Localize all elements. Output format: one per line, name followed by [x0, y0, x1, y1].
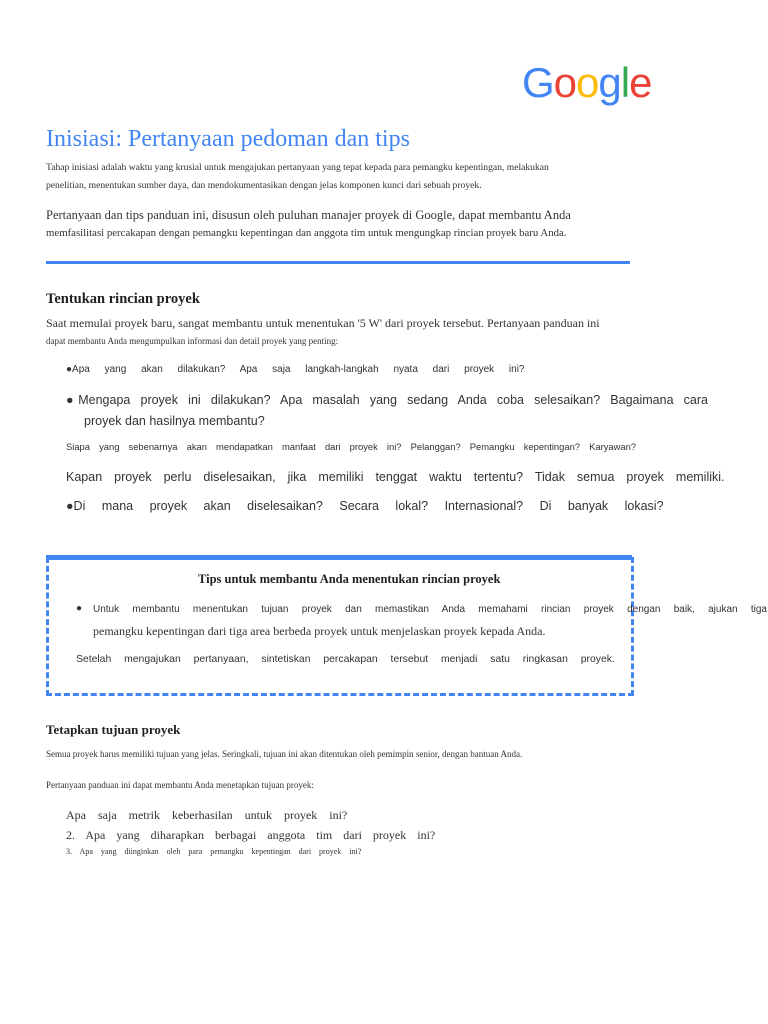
- question-where: ●Di mana proyek akan diselesaikan? Secara lokal? Internasional? Di banyak lokasi?: [66, 499, 664, 513]
- question-why-line-1: ●Mengapa proyek ini dilakukan? Apa masalah yang sedang Anda coba selesaikan? Bagaimana cara: [66, 393, 708, 407]
- intro-line-2: penelitian, menentukan sumber daya, dan mendokumentasikan dengan jelas komponen kunci dari sebuah proyek.: [46, 180, 482, 191]
- logo-letter: G: [522, 59, 554, 106]
- section-heading-details: Tentukan rincian proyek: [46, 291, 200, 307]
- page-title: Inisiasi: Pertanyaan pedoman dan tips: [46, 126, 410, 152]
- logo-letter: e: [629, 59, 652, 106]
- intro-line-3: Pertanyaan dan tips panduan ini, disusun oleh puluhan manajer proyek di Google, dapat membantu Anda: [46, 208, 571, 222]
- question-when: Kapan proyek perlu diselesaikan, jika memiliki tenggat waktu tertentu? Tidak semua proyek memiliki.: [66, 470, 725, 484]
- question-who: Siapa yang sebenarnya akan mendapatkan manfaat dari proyek ini? Pelanggan? Pemangku kepentingan? Karyawan?: [66, 441, 637, 452]
- section1-paragraph-1: Saat memulai proyek baru, sangat membantu untuk menentukan '5 W' dari proyek tersebut. Pertanyaan panduan ini: [46, 316, 600, 330]
- intro-line-1: Tahap inisiasi adalah waktu yang krusial untuk mengajukan pertanyaan yang tepat kepada para pemangku kepentingan, melakukan: [46, 162, 549, 173]
- goal-question-1: Apa saja metrik keberhasilan untuk proyek ini?: [66, 808, 348, 822]
- section1-paragraph-2: dapat membantu Anda mengumpulkan informasi dan detail proyek yang penting:: [46, 336, 339, 346]
- google-logo: [522, 59, 652, 106]
- section-divider: [46, 261, 630, 264]
- question-what-text: ●Apa yang akan dilakukan? Apa saja langkah-langkah nyata dari proyek ini?: [66, 364, 525, 375]
- tips-bullet: ●: [76, 603, 83, 614]
- section2-paragraph-1: Semua proyek harus memiliki tujuan yang jelas. Seringkali, tujuan ini akan ditentukan oleh pemimpin senior, dengan bantuan Anda.: [46, 749, 523, 759]
- goal-question-2: 2. Apa yang diharapkan berbagai anggota tim dari proyek ini?: [66, 828, 436, 842]
- question-why-line-2: proyek dan hasilnya membantu?: [84, 414, 265, 428]
- logo-letter: o: [576, 59, 599, 106]
- logo-letter: o: [553, 59, 577, 106]
- goal-question-3: 3. Apa yang diinginkan oleh para pemangku kepentingan dari proyek ini?: [66, 847, 362, 856]
- section2-paragraph-2: Pertanyaan panduan ini dapat membantu Anda menetapkan tujuan proyek:: [46, 780, 314, 790]
- logo-letter: l: [620, 59, 630, 106]
- section-heading-goals: Tetapkan tujuan proyek: [46, 722, 181, 737]
- question-what: [66, 364, 525, 375]
- tips-item-1-line-2: pemangku kepentingan dari tiga area berbeda proyek untuk menjelaskan proyek kepada Anda.: [93, 624, 546, 638]
- logo-letter: g: [598, 59, 621, 106]
- tips-item-2: Setelah mengajukan pertanyaan, sintetiskan percakapan tersebut menjadi satu ringkasan proyek.: [76, 654, 615, 665]
- intro-line-4: memfasilitasi percakapan dengan pemangku kepentingan dan anggota tim untuk mengungkap rincian proyek baru Anda.: [46, 227, 567, 239]
- tips-item-1-line-1: Untuk membantu menentukan tujuan proyek dan memastikan Anda memahami rincian proyek dengan baik, ajukan tiga: [93, 604, 767, 615]
- tips-heading: Tips untuk membantu Anda menentukan rincian proyek: [198, 572, 501, 586]
